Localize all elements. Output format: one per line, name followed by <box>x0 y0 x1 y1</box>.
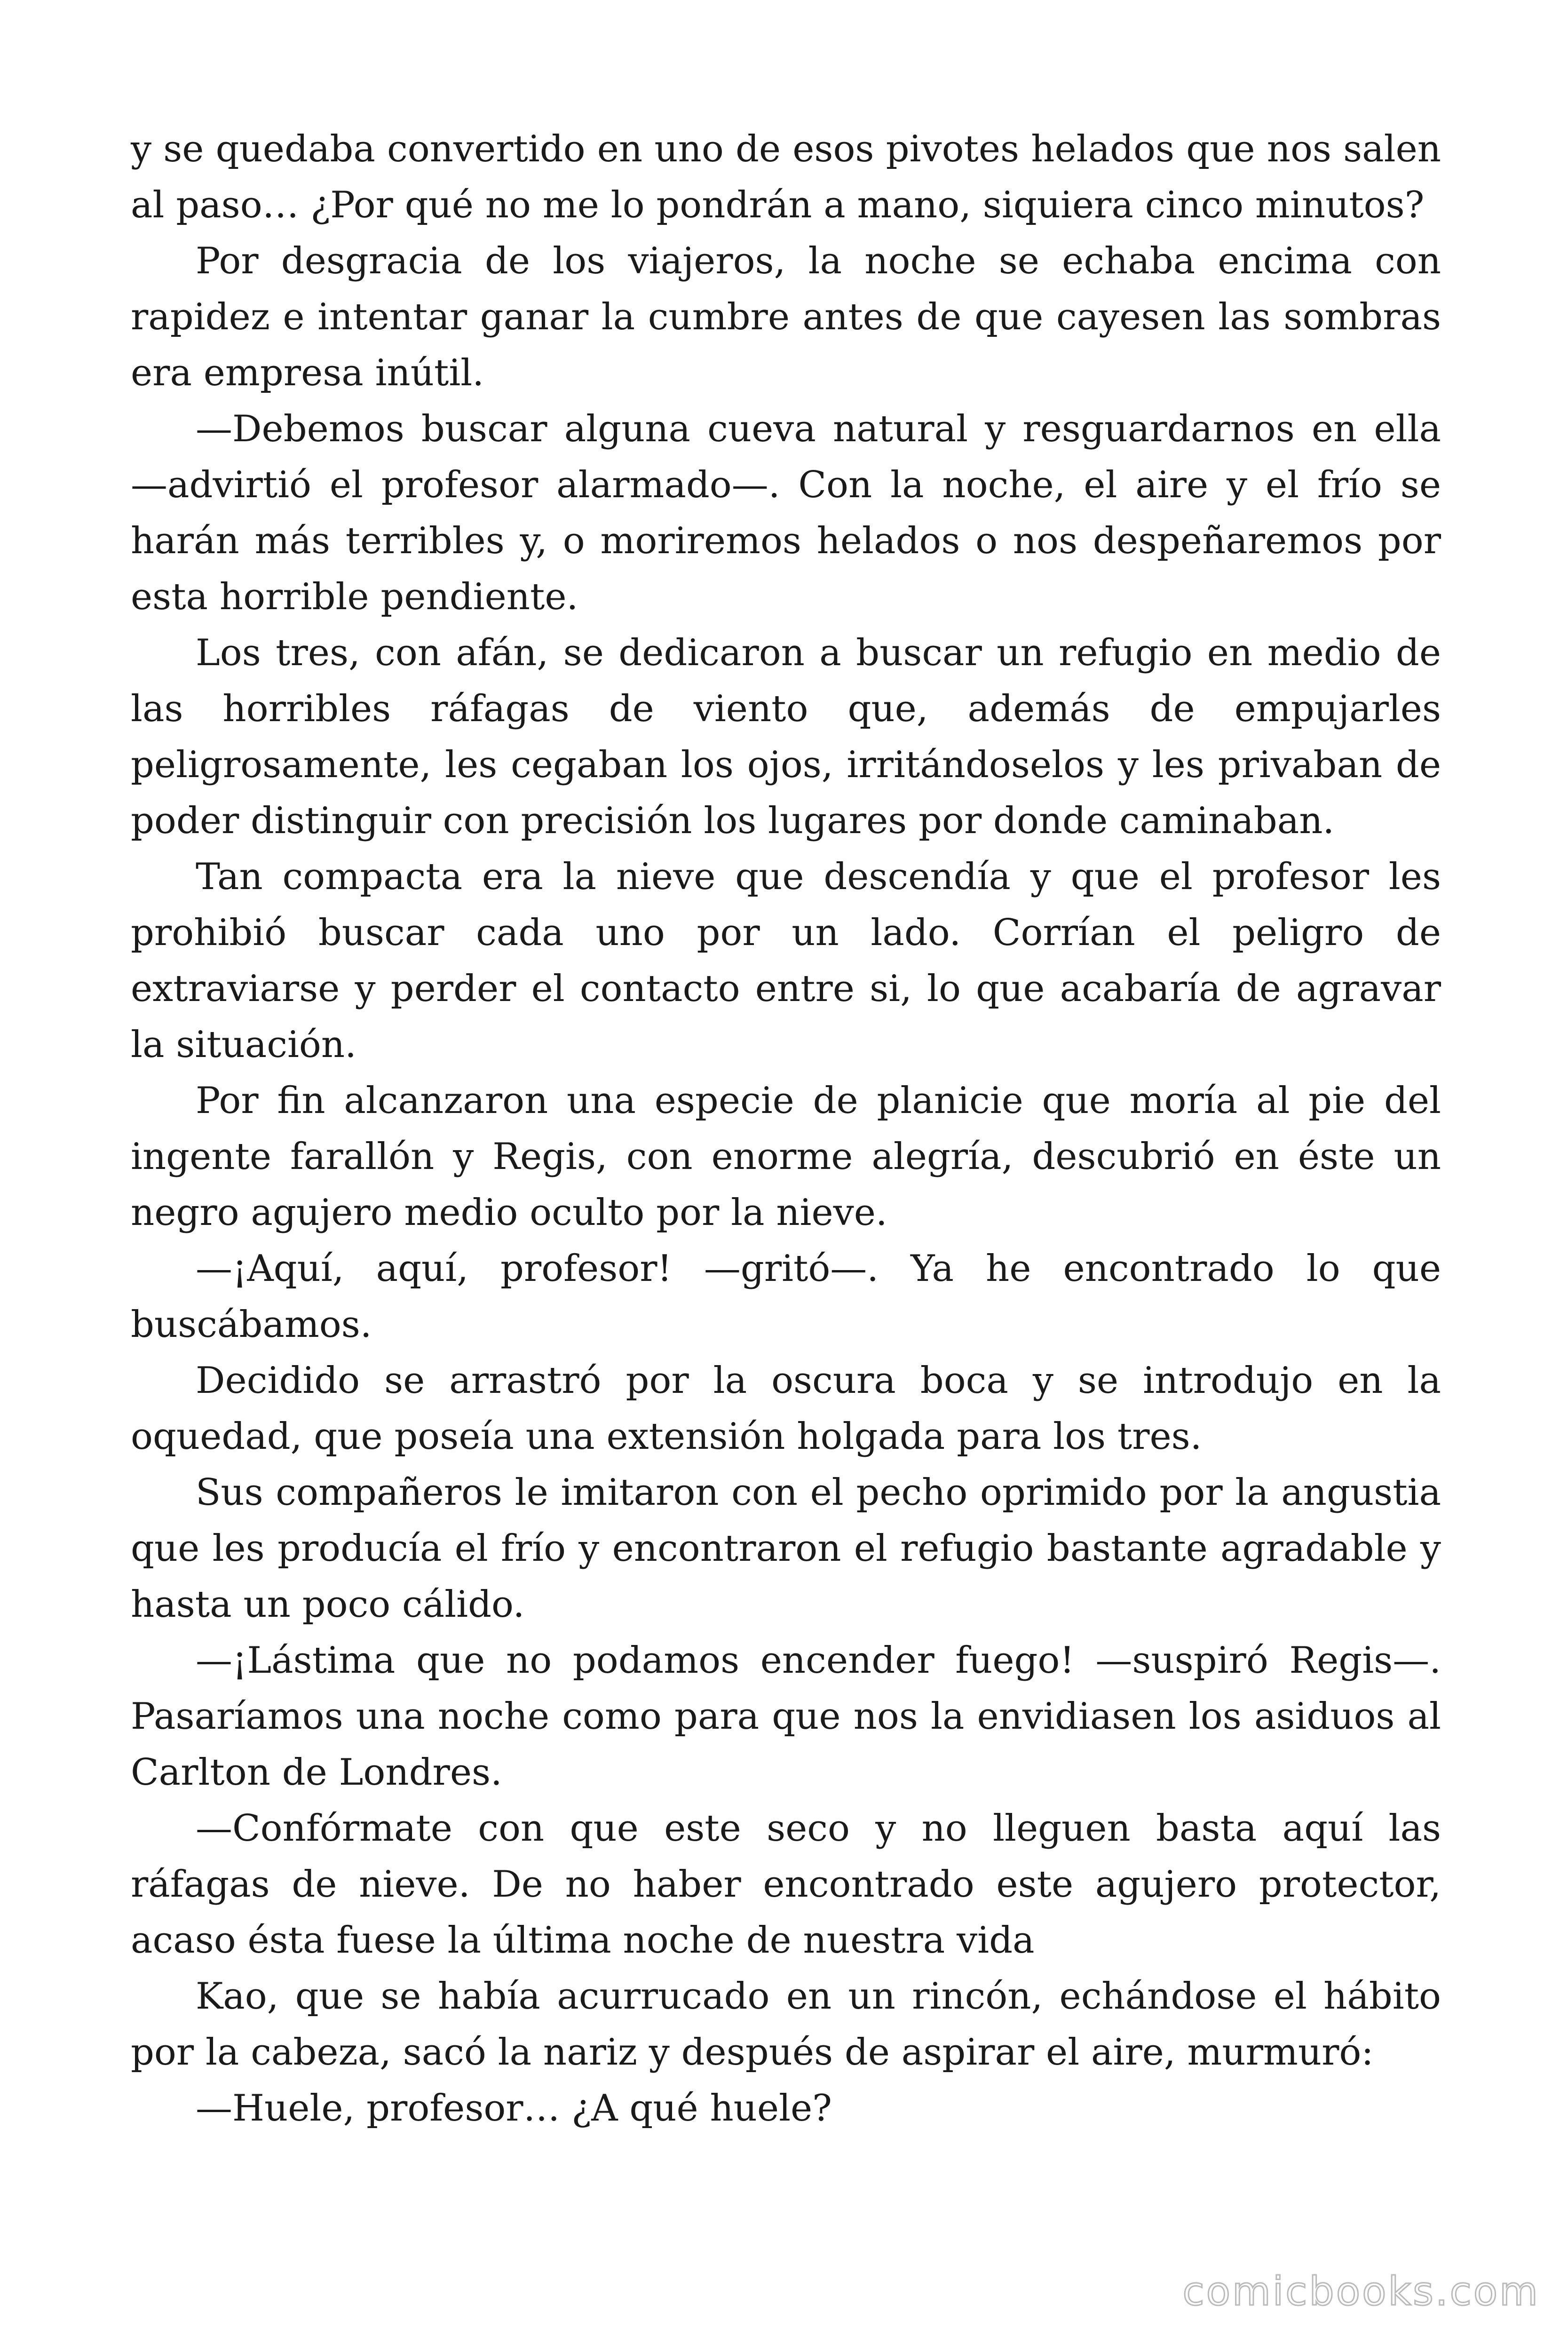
paragraph-3: —Debemos buscar alguna cueva natural y resguardarnos en ella —advirtió el profesor alarmado—. Con la noche, el aire y el frío se harán más terribles y, o moriremos helados o nos despeñaremos por esta horrible pendiente. <box>131 408 1441 618</box>
paragraph-9: Sus compañeros le imitaron con el pecho oprimido por la angustia que les producía el frío y encontraron el refugio bastante agradable y hasta un poco cálido. <box>131 1471 1441 1626</box>
watermark: comicbooks.com <box>1182 2268 1540 2314</box>
paragraph-1: y se quedaba convertido en uno de esos pivotes helados que nos salen al paso… ¿Por qué no me lo pondrán a mano, siquiera cinco minutos? <box>131 128 1441 226</box>
paragraph-6: Por fin alcanzaron una especie de planicie que moría al pie del ingente farallón y Regis, con enorme alegría, descubrió en éste un negro agujero medio oculto por la nieve. <box>131 1080 1441 1234</box>
paragraph-7: —¡Aquí, aquí, profesor! —gritó—. Ya he encontrado lo que buscábamos. <box>131 1248 1441 1346</box>
paragraph-11: —Confórmate con que este seco y no lleguen basta aquí las ráfagas de nieve. De no haber encontrado este agujero protector, acaso ésta fuese la última noche de nuestra vida <box>131 1807 1441 1962</box>
paragraph-4: Los tres, con afán, se dedicaron a buscar un refugio en medio de las horribles ráfagas de viento que, además de empujarles peligrosamente, les cegaban los ojos, irritándoselos y les privaban de poder distinguir con precisión los lugares por donde caminaban. <box>131 632 1441 842</box>
paragraph-2: Por desgracia de los viajeros, la noche se echaba encima con rapidez e intentar ganar la cumbre antes de que cayesen las sombras era empresa inútil. <box>131 240 1441 394</box>
paragraph-10: —¡Lástima que no podamos encender fuego! —suspiró Regis—. Pasaríamos una noche como para que nos la envidiasen los asiduos al Carlton de Londres. <box>131 1639 1441 1794</box>
paragraph-13: —Huele, profesor… ¿A qué huele? <box>196 2087 832 2130</box>
paragraph-8: Decidido se arrastró por la oscura boca y se introdujo en la oquedad, que poseía una extensión holgada para los tres. <box>131 1359 1441 1458</box>
paragraph-5: Tan compacta era la nieve que descendía y que el profesor les prohibió buscar cada uno por un lado. Corrían el peligro de extraviarse y perder el contacto entre si, lo que acabaría de agravar la situación. <box>131 856 1441 1066</box>
page-body <box>131 121 1441 2137</box>
paragraph-12: Kao, que se había acurrucado en un rincón, echándose el hábito por la cabeza, sacó la nariz y después de aspirar el aire, murmuró: <box>131 1975 1441 2074</box>
